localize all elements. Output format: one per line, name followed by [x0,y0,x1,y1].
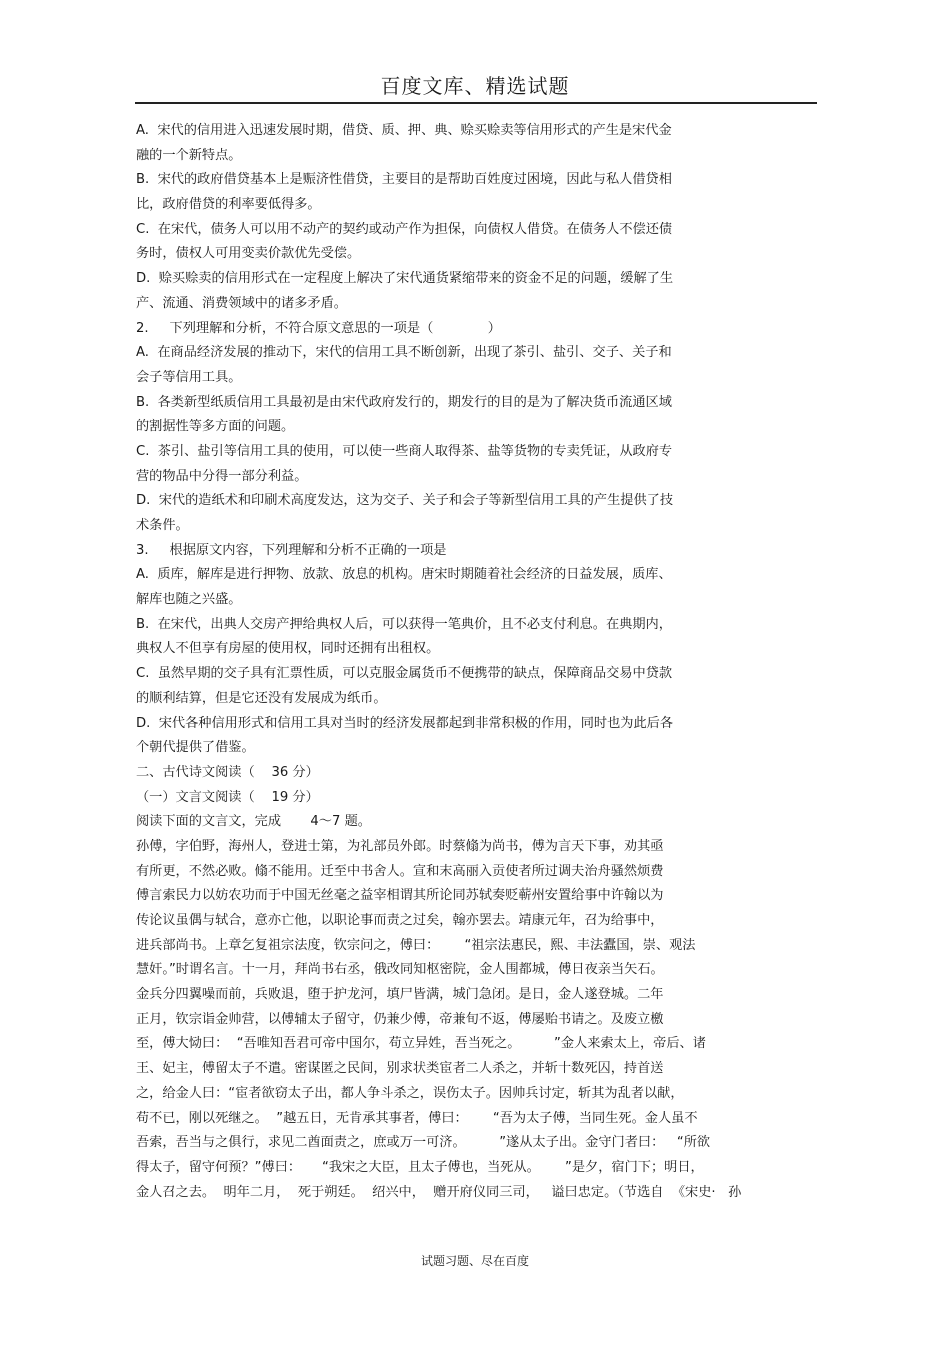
text-line: 王、妃主，傅留太子不遣。密谋匿之民间，别求状类宦者二人杀之，并斩十数死囚，持首送 [136,1061,664,1077]
text-line: 产、流通、消费领域中的诸多矛盾。 [136,295,347,311]
text-line: 至，傅大恸曰： “吾唯知吾君可帝中国尔，苟立异姓，吾当死之。 ”金人来索太上，帝后、诸 [136,1036,706,1052]
document-body [136,119,826,1205]
text-line: B. 在宋代，出典人交房产押给典权人后，可以获得一笔典价，且不必支付利息。在典期内， [136,616,672,632]
text-line: 有所更，不然必败。翛不能用。迁至中书舍人。宣和末高丽入贡使者所过调夫治舟骚然烦费 [136,863,664,879]
text-line: A. 宋代的信用进入迅速发展时期，借贷、质、押、典、赊买赊卖等信用形式的产生是宋代金 [136,123,672,138]
text-line: 吾索，吾当与之俱行，求见二酋面责之，庶或万一可济。 ”遂从太子出。金守门者曰： “所欲 [136,1135,711,1151]
text-line: C. 虽然早期的交子具有汇票性质，可以克服金属货币不便携带的缺点，保障商品交易中贷款 [136,666,673,682]
text-line: 的顺利结算，但是它还没有发展成为纸币。 [136,690,387,706]
text-line: B. 宋代的政府借贷基本上是赈济性借贷，主要目的是帮助百姓度过困境，因此与私人借贷相 [136,172,672,188]
text-line: 苟不已，刚以死继之。 ”越五日，无肯承其事者，傅曰： “吾为太子傅，当同生死。金人虽不 [136,1110,698,1126]
text-line: （一）文言文阅读（ 19 分） [136,789,319,805]
page-title: 百度文库、精选试题 [380,74,570,98]
text-line: A. 在商品经济发展的推动下，宋代的信用工具不断创新，出现了茶引、盐引、交子、关子和 [136,345,672,361]
text-line: 营的物品中分得一部分利益。 [136,468,308,484]
text-line: 传论议虽偶与轼合，意亦亡他，以职论事而责之过矣，翰亦罢去。靖康元年，召为给事中， [136,913,664,928]
text-line: 傅言索民力以妨农功而于中国无丝毫之益宰相谓其所论同苏轼奏贬蕲州安置给事中许翰以为 [136,888,664,904]
page-footer: 试题习题、尽在百度 [420,1254,529,1268]
text-line: 二、古代诗文阅读（ 36 分） [136,764,319,780]
text-line: 3. 根据原文内容，下列理解和分析不正确的一项是 [136,542,447,558]
text-line: 典权人不但享有房屋的使用权，同时还拥有出租权。 [136,641,440,657]
text-line: 阅读下面的文言文，完成 4～7 题。 [136,814,371,830]
text-line: 会子等信用工具。 [136,369,242,385]
text-line: 金人召之去。 明年二月， 死于朔廷。 绍兴中， 赠开府仪同三司， 谥曰忠定。（节选自 《宋史· 孙 [136,1184,742,1200]
text-line: 比，政府借贷的利率要低得多。 [136,197,321,213]
text-line: 进兵部尚书。上章乞复祖宗法度，钦宗问之，傅曰： “祖宗法惠民，熙、丰法蠹国，崇、观法 [136,937,696,953]
text-line: 务时，债权人可用变卖价款优先受偿。 [136,246,361,262]
text-line: 融的一个新特点。 [136,147,242,163]
text-line: C. 在宋代，债务人可以用不动产的契约或动产作为担保，向债权人借贷。在债务人不偿还债 [136,221,673,237]
text-line: 2. 下列理解和分析，不符合原文意思的一项是（ ） [136,320,501,336]
text-line: A. 质库，解库是进行押物、放款、放息的机构。唐宋时期随着社会经济的日益发展，质库、 [136,567,672,583]
text-line: B. 各类新型纸质信用工具最初是由宋代政府发行的，期发行的目的是为了解决货币流通区域 [136,394,672,410]
text-line: 慧奸。”时谓名言。十一月，拜尚书右丞，俄改同知枢密院，金人围都城，傅日夜亲当矢石。 [136,962,664,978]
text-line: 得太子，留守何预？”傅曰： “我宋之大臣，且太子傅也，当死从。 ”是夕，宿门下；明日， [136,1159,704,1175]
text-line: 孙傅，字伯野，海州人，登进士第，为礼部员外郎。时蔡翛为尚书，傅为言天下事，劝其亟 [136,838,664,854]
text-line: C. 茶引、盐引等信用工具的使用，可以使一些商人取得茶、盐等货物的专卖凭证，从政府专 [136,443,673,459]
text-line: 正月，钦宗诣金帅营，以傅辅太子留守，仍兼少傅，帝兼旬不返，傅屡贻书请之。及废立檄 [136,1011,664,1027]
text-line: 之，给金人曰：“宦者欲窃太子出，都人争斗杀之，误伤太子。因帅兵讨定，斩其为乱者以献， [136,1085,684,1101]
text-line: D. 宋代的造纸术和印刷术高度发达，这为交子、关子和会子等新型信用工具的产生提供了技 [136,493,674,509]
text-line: 术条件。 [136,518,189,533]
text-line: 解库也随之兴盛。 [136,592,242,608]
text-line: 的割据性等多方面的问题。 [136,419,295,435]
header-divider [135,102,817,104]
text-line: D. 宋代各种信用形式和信用工具对当时的经济发展都起到非常积极的作用，同时也为此后各 [136,715,674,731]
text-line: 金兵分四翼噪而前，兵败退，堕于护龙河，填尸皆满，城门急闭。是日，金人遂登城。二年 [136,987,664,1003]
text-line: D. 赊买赊卖的信用形式在一定程度上解决了宋代通货紧缩带来的资金不足的问题，缓解了生 [136,271,674,287]
text-line: 个朝代提供了借鉴。 [136,740,255,756]
